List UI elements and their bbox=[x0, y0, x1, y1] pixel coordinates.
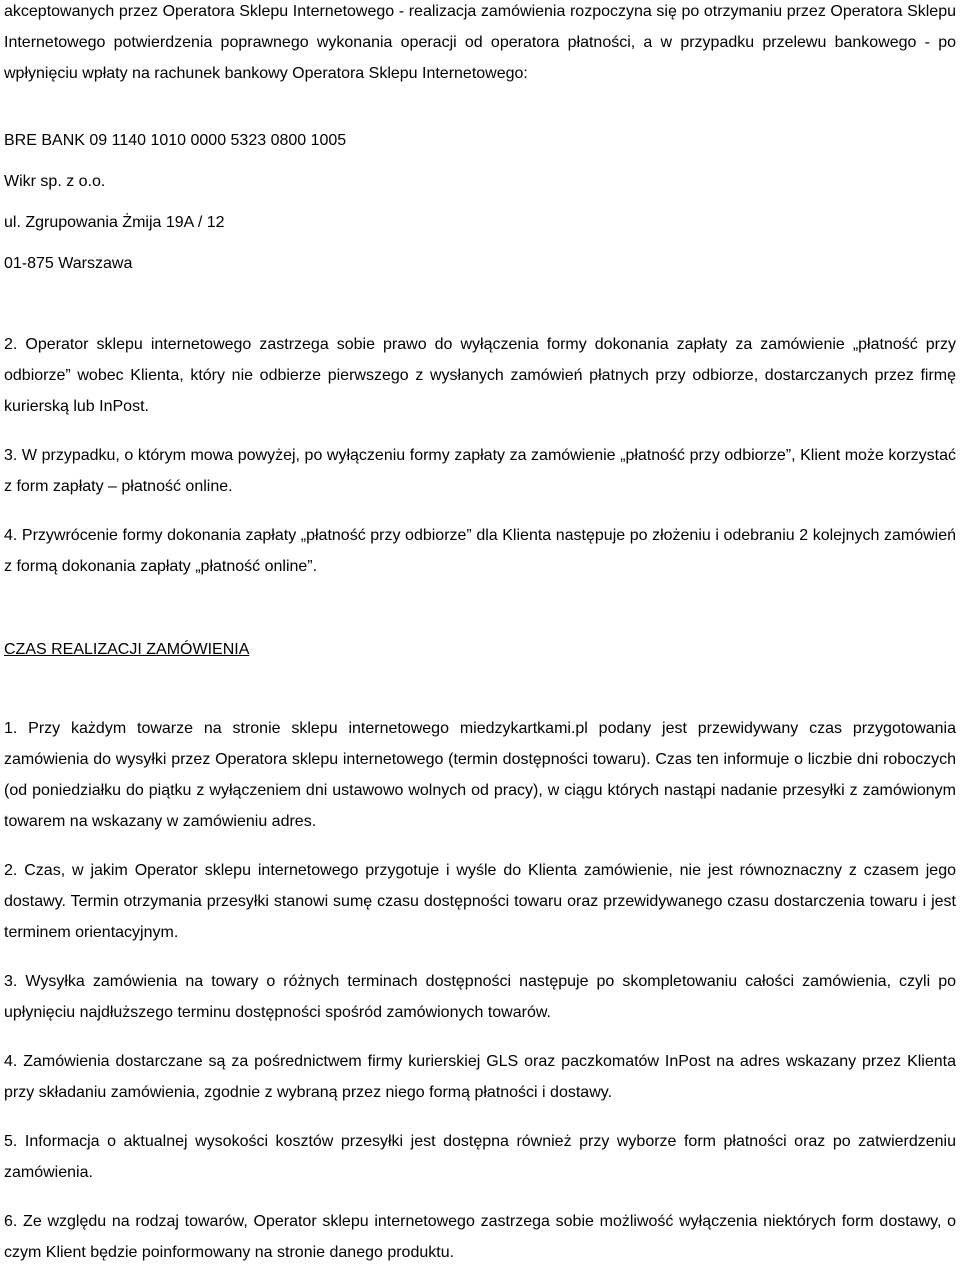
company-city: 01-875 Warszawa bbox=[4, 255, 133, 272]
company-street: ul. Zgrupowania Żmija 19A / 12 bbox=[4, 214, 225, 231]
bank-account-number: BRE BANK 09 1140 1010 0000 5323 0800 1005 bbox=[4, 132, 347, 149]
realization-point-1: 1. Przy każdym towarze na stronie sklepu internetowego miedzykartkami.pl podany jest przewidywany czas przygotowania zamówienia do wysyłki przez Operatora sklepu internetowego (termin dostępności towaru). Czas ten informuje o liczbie dni roboczych (od poniedziałku do piątku z wyłączeniem dni ustawowo wolnych od pracy), w ciągu których nastąpi nadanie przesyłki z zamówionym towarem na wskazany w zamówieniu adres. bbox=[4, 720, 956, 830]
realization-point-6: 6. Ze względu na rodzaj towarów, Operator sklepu internetowego zastrzega sobie możliwość wyłączenia niektórych form dostawy, o czym Klient będzie poinformowany na stronie danego produktu. bbox=[4, 1213, 956, 1261]
payment-point-3: 3. W przypadku, o którym mowa powyżej, po wyłączeniu formy zapłaty za zamówienie „płatność przy odbiorze”, Klient może korzystać z form zapłaty – płatność online. bbox=[4, 447, 956, 495]
realization-point-5: 5. Informacja o aktualnej wysokości kosztów przesyłki jest dostępna również przy wyborze form płatności oraz po zatwierdzeniu zamówienia. bbox=[4, 1133, 956, 1181]
realization-point-4: 4. Zamówienia dostarczane są za pośrednictwem firmy kurierskiej GLS oraz paczkomatów InPost na adres wskazany przez Klienta przy składaniu zamówienia, zgodnie z wybraną przez niego formą płatności i dostawy. bbox=[4, 1053, 956, 1101]
document-page bbox=[4, 0, 956, 1268]
payment-point-2: 2. Operator sklepu internetowego zastrzega sobie prawo do wyłączenia formy dokonania zapłaty za zamówienie „płatność przy odbiorze” wobec Klienta, który nie odbierze pierwszego z wysłanych zamówień płatnych przy odbiorze, dostarczanych przez firmę kurierską lub InPost. bbox=[4, 336, 956, 415]
realization-point-3: 3. Wysyłka zamówienia na towary o różnych terminach dostępności następuje po skompletowaniu całości zamówienia, czyli po upłynięciu najdłuższego terminu dostępności spośród zamówionych towarów. bbox=[4, 973, 956, 1021]
section-heading: CZAS REALIZACJI ZAMÓWIENIA bbox=[4, 641, 250, 658]
company-name: Wikr sp. z o.o. bbox=[4, 173, 106, 190]
intro-paragraph: akceptowanych przez Operatora Sklepu Internetowego - realizacja zamówienia rozpoczyna się po otrzymaniu przez Operatora Sklepu Internetowego potwierdzenia poprawnego wykonania operacji od operatora płatności, a w przypadku przelewu bankowego - po wpłynięciu wpłaty na rachunek bankowy Operatora Sklepu Internetowego: bbox=[4, 3, 956, 82]
realization-point-2: 2. Czas, w jakim Operator sklepu internetowego przygotuje i wyśle do Klienta zamówienie, nie jest równoznaczny z czasem jego dostawy. Termin otrzymania przesyłki stanowi sumę czasu dostępności towaru oraz przewidywanego czasu dostarczenia towaru i jest terminem orientacyjnym. bbox=[4, 862, 956, 941]
payment-point-4: 4. Przywrócenie formy dokonania zapłaty „płatność przy odbiorze” dla Klienta następuje po złożeniu i odebraniu 2 kolejnych zamówień z formą dokonania zapłaty „płatność online”. bbox=[4, 527, 956, 575]
